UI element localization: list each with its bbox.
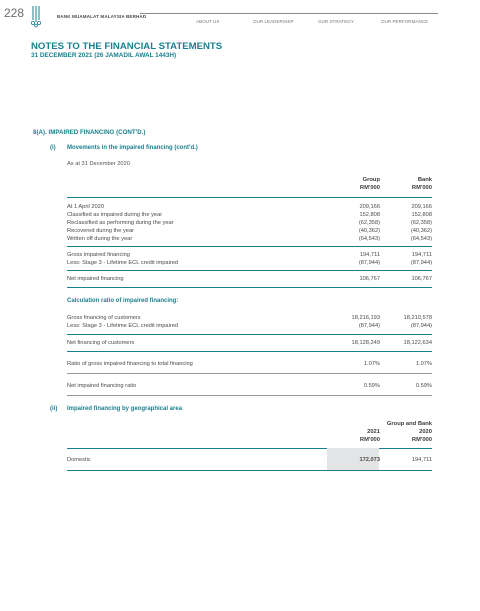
col-header-2020 <box>362 428 432 444</box>
page-number: 228 <box>4 6 25 20</box>
table-row: Recovered during the year (40,362) (40,362) <box>67 228 432 234</box>
table-row: Less: Stage 3 - Lifetime ECL credit impaired (87,944) (87,944) <box>67 323 432 329</box>
nav-our-strategy[interactable]: OUR STRATEGY <box>318 19 354 24</box>
table-divider <box>67 197 432 198</box>
net-impaired-row: Net impaired financing 106,767 106,767 <box>67 276 432 282</box>
section-heading: 8(A). IMPAIRED FINANCING (CONT'D.) <box>33 129 146 136</box>
part-i-numeral: (i) <box>50 145 56 151</box>
page-subtitle: 31 DECEMBER 2021 (26 JAMADIL AWAL 1443H) <box>31 52 177 59</box>
col-header-2020-line2: RM'000 <box>411 437 432 443</box>
table-divider <box>67 246 432 247</box>
col-header-bank-line1: Bank <box>417 177 432 183</box>
nav-about-us[interactable]: ABOUT US <box>196 19 220 24</box>
col-header-2021-line1: 2021 <box>367 429 380 435</box>
table-divider <box>67 470 432 471</box>
table-divider <box>67 334 432 335</box>
col-header-bank <box>362 176 432 192</box>
col-header-2020-line1: 2020 <box>419 429 432 435</box>
table-row: Classified as impaired during the year 152,808 152,808 <box>67 212 432 218</box>
table-row: At 1 April 2020 209,166 209,166 <box>67 204 432 210</box>
net-customers-row: Net financing of customers 18,128,249 18,122,634 <box>67 340 432 346</box>
as-at-note: As at 31 December 2020 <box>67 161 130 167</box>
table-row: Gross impaired financing 194,711 194,711 <box>67 252 432 258</box>
part-ii-heading: Impaired financing by geographical area <box>67 406 183 412</box>
ratio-net-row: Net impaired financing ratio 0.59% 0.59% <box>67 383 432 389</box>
part-i-heading: Movements in the impaired financing (cont'd.) <box>67 145 198 151</box>
group-and-bank-label: Group and Bank <box>386 421 432 427</box>
table-divider <box>67 395 432 396</box>
table-divider <box>67 373 432 374</box>
header-divider <box>140 13 438 14</box>
nav-our-leadership[interactable]: OUR LEADERSHIP <box>253 19 294 24</box>
col-header-bank-line2: RM'000 <box>411 185 432 191</box>
page-title: NOTES TO THE FINANCIAL STATEMENTS <box>31 41 223 52</box>
table-divider <box>67 287 432 288</box>
part-ii-numeral: (ii) <box>50 406 58 412</box>
bank-logo-icon <box>30 4 44 28</box>
ratio-gross-row: Ratio of gross impaired financing to total financing 1.07% 1.07% <box>67 361 432 367</box>
table-row: Gross financing of customers 18,216,193 18,210,578 <box>67 315 432 321</box>
col-header-2021-line2: RM'000 <box>359 437 380 443</box>
domestic-row: Domestic 172,073 194,711 <box>67 457 432 463</box>
col-header-group-line2: RM'000 <box>359 185 380 191</box>
table-row: Reclassified as performing during the year (62,358) (62,358) <box>67 220 432 226</box>
table-divider <box>67 351 432 352</box>
nav-our-performance[interactable]: OUR PERFORMANCE <box>381 19 429 24</box>
bank-name: BANK MUAMALAT MALAYSIA BERHAD <box>57 14 147 19</box>
col-header-group-line1: Group <box>362 177 380 183</box>
table-divider <box>67 270 432 271</box>
table-row: Less: Stage 3 - Lifetime ECL credit impaired (87,944) (87,944) <box>67 260 432 266</box>
table-row: Written off during the year (64,543) (64,543) <box>67 236 432 242</box>
calc-heading: Calculation ratio of impaired financing: <box>67 298 179 304</box>
